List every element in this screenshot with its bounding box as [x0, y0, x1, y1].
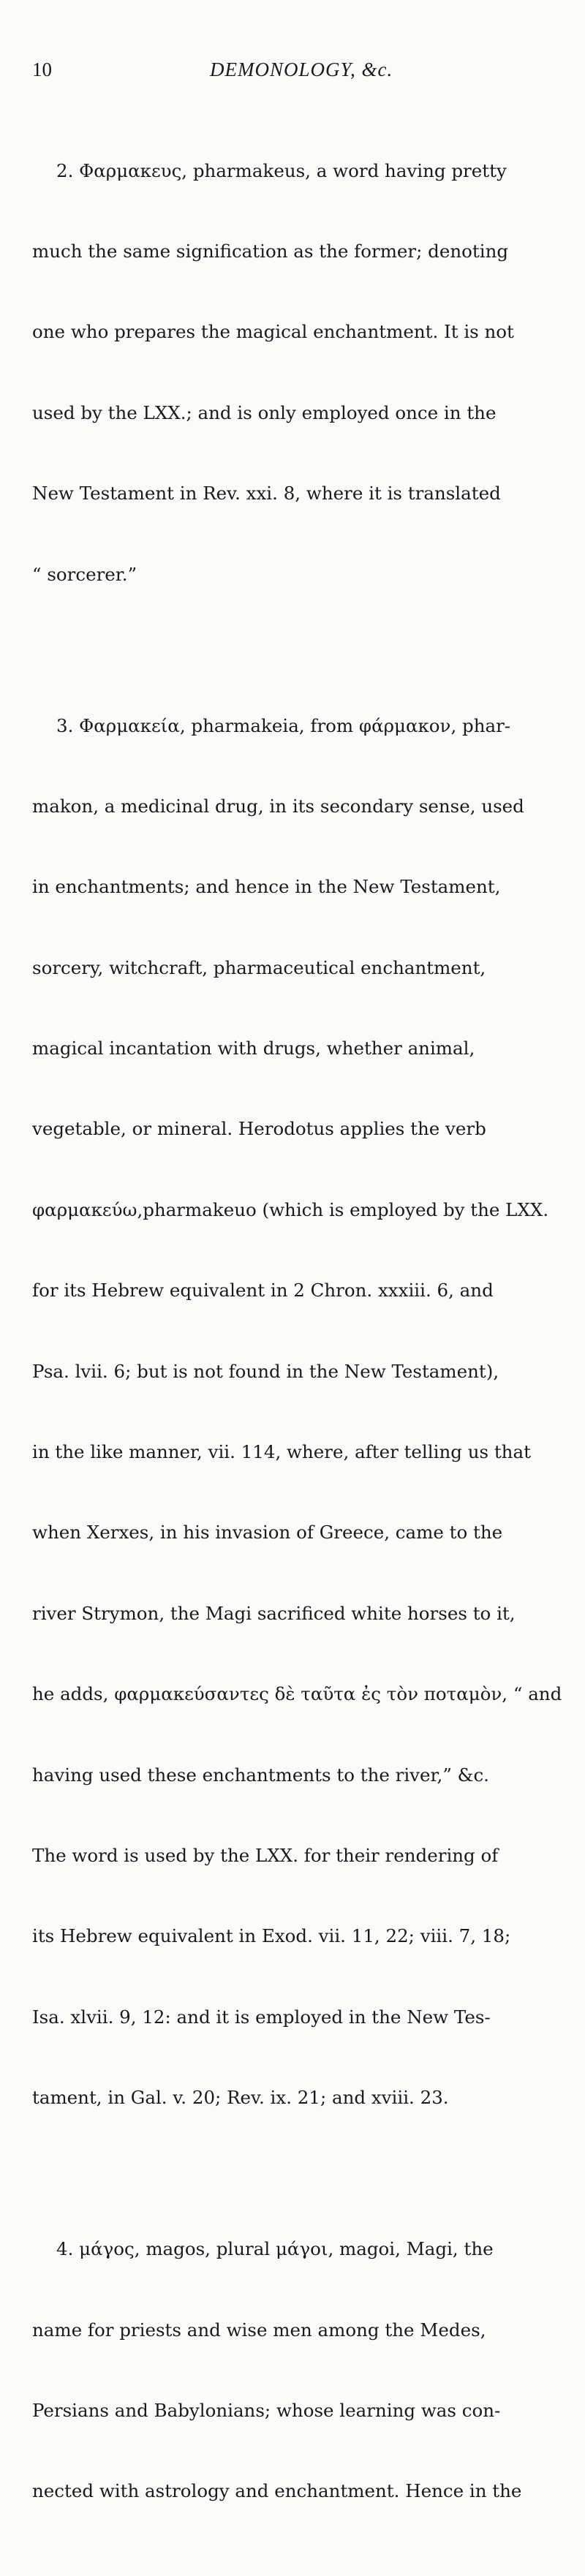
page-header: [0, 58, 585, 88]
text-line: when Xerxes, in his invasion of Greece, came to the: [32, 1522, 503, 1544]
text-line: much the same signification as the former; denoting: [32, 240, 509, 262]
text-line: Psa. lvii. 6; but is not found in the New Testament),: [32, 1360, 499, 1382]
paragraph-pharmakeus: [32, 104, 556, 642]
text-line: he adds, φαρμακεύσαντες δὲ ταῦτα ἐς τὸν ποταμὸν, “ and: [32, 1683, 562, 1705]
page-number: 10: [32, 58, 52, 80]
text-line: 2. Φαρμακευς, pharmakeus, a word having pretty: [56, 159, 507, 181]
text-line: makon, a medicinal drug, in its secondary sense, used: [32, 795, 524, 817]
text-line: for its Hebrew equivalent in 2 Chron. xxxiii. 6, and: [32, 1280, 494, 1302]
text-line: New Testament in Rev. xxi. 8, where it is translated: [32, 483, 501, 505]
page-body: [32, 104, 562, 2576]
text-line: vegetable, or mineral. Herodotus applies the verb: [32, 1118, 486, 1140]
text-line: 3. Φαρμακεία, pharmakeia, from φάρμακον, phar-: [56, 714, 511, 736]
text-line: having used these enchantments to the river,” &c.: [32, 1764, 489, 1786]
text-line: φαρμακεύω,pharmakeuo (which is employed by the LXX.: [32, 1198, 549, 1220]
text-line: 4. μάγος, magos, plural μάγοι, magoi, Magi, the: [56, 2238, 494, 2260]
text-line: name for priests and wise men among the Medes,: [32, 2319, 486, 2341]
text-line: “ sorcerer.”: [32, 563, 137, 585]
paragraph-magos: [32, 2183, 556, 2559]
text-line: The word is used by the LXX. for their rendering of: [32, 1845, 499, 1866]
text-line: in enchantments; and hence in the New Testament,: [32, 876, 501, 898]
text-line: tament, in Gal. v. 20; Rev. ix. 21; and xviii. 23.: [32, 2087, 449, 2109]
paragraph-pharmakeia: [32, 659, 562, 2166]
text-line: magical incantation with drugs, whether animal,: [32, 1038, 475, 1060]
running-head: DEMONOLOGY, &c.: [210, 58, 393, 80]
text-line: river Strymon, the Magi sacrificed white horses to it,: [32, 1602, 516, 1624]
text-line: in the like manner, vii. 114, where, after telling us that: [32, 1441, 531, 1463]
text-line: Persians and Babylonians; whose learning was con-: [32, 2399, 501, 2421]
text-line: its Hebrew equivalent in Exod. vii. 11, 22; viii. 7, 18;: [32, 1925, 511, 1947]
text-line: nected with astrology and enchantment. Hence in the: [32, 2480, 522, 2502]
text-line: Isa. xlvii. 9, 12: and it is employed in the New Tes-: [32, 2006, 491, 2028]
text-line: used by the LXX.; and is only employed once in the: [32, 401, 497, 423]
text-line: sorcery, witchcraft, pharmaceutical enchantment,: [32, 956, 486, 978]
text-line: one who prepares the magical enchantment. It is not: [32, 321, 514, 343]
